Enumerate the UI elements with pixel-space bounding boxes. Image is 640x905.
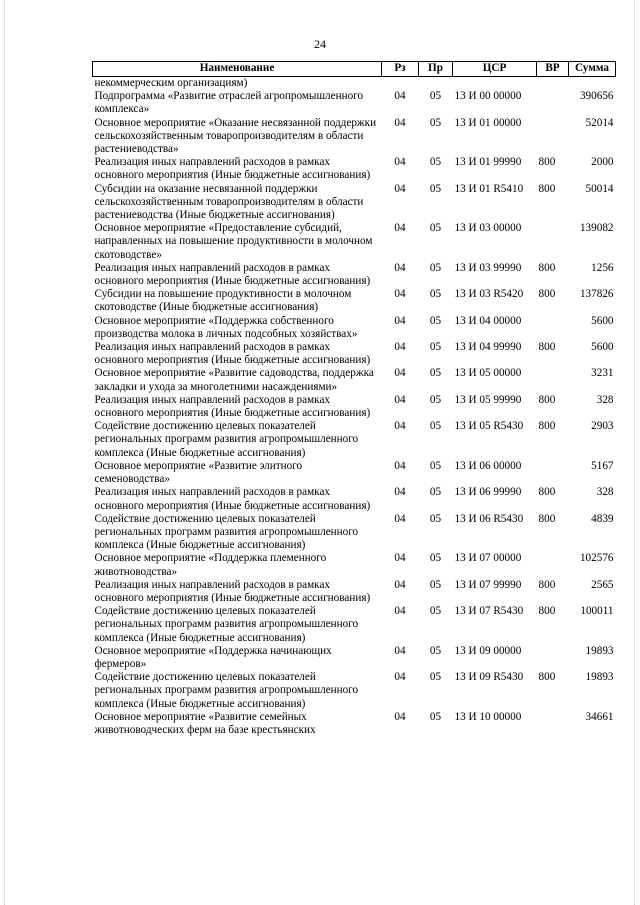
cell-sum: 19893 [585, 644, 614, 657]
cell-vr: 800 [538, 288, 556, 301]
table-row [93, 341, 616, 367]
cell-vr [537, 90, 569, 116]
cell-rz: 04 [394, 671, 406, 684]
cell-rz: 04 [394, 486, 406, 499]
cell-name: Субсидии на повышение продуктивности в молочном скотоводстве (Иные бюджетные ассигнования) [94, 288, 352, 314]
cell-name: Основное мероприятие «Поддержка начинающих фермеров» [94, 644, 332, 670]
cell-name: Основное мероприятие «Поддержка племенного животноводства» [94, 552, 327, 578]
cell-pr: 05 [429, 605, 442, 618]
cell-rz: 04 [394, 512, 406, 525]
budget-table [92, 61, 616, 737]
cell-pr: 05 [429, 459, 442, 472]
cell-pr: 05 [429, 341, 442, 354]
cell-sum: 34661 [585, 710, 614, 723]
cell-name: Основное мероприятие «Поддержка собственного производства молока в личных подсобных хозяйствах» [94, 314, 358, 340]
cell-csr: 13 И 00 00000 [454, 90, 522, 103]
cell-csr: 13 И 03 00000 [454, 222, 522, 235]
cell-sum: 19893 [585, 671, 614, 684]
cell-sum: 100011 [580, 605, 614, 618]
cell-rz: 04 [394, 156, 406, 169]
cell-name: Реализация иных направлений расходов в рамках основного мероприятия (Иные бюджетные ассигнования) [94, 578, 371, 604]
cell-vr [537, 645, 569, 671]
cell-pr: 05 [429, 90, 442, 103]
cell-pr: 05 [429, 512, 442, 525]
table-row [93, 394, 616, 420]
cell-name: Субсидии на оказание несвязанной поддержки сельскохозяйственным товаропроизводителям в области растениеводства (Иные бюджетные ассигнования) [94, 182, 364, 222]
cell-sum: 50014 [585, 182, 614, 195]
cell-pr [419, 77, 453, 91]
cell-rz [382, 77, 419, 91]
cell-name: Реализация иных направлений расходов в рамках основного мероприятия (Иные бюджетные ассигнования) [94, 393, 371, 420]
cell-sum [569, 77, 616, 91]
cell-vr [537, 315, 569, 341]
cell-sum: 2565 [591, 578, 614, 591]
cell-csr: 13 И 10 00000 [454, 710, 522, 723]
cell-rz: 04 [394, 367, 406, 380]
table-row [93, 552, 616, 578]
cell-csr: 13 И 03 99990 [454, 261, 522, 274]
cell-rz: 04 [394, 710, 406, 723]
cell-sum: 328 [596, 393, 614, 406]
cell-rz: 04 [394, 644, 406, 657]
cell-pr: 05 [429, 367, 442, 380]
cell-pr: 05 [429, 288, 442, 301]
cell-csr [453, 77, 537, 91]
cell-name: Содействие достижению целевых показателей региональных программ развития агропромышленного комплекса (Иные бюджетные ассигнования) [94, 420, 359, 459]
table-row [93, 288, 616, 314]
table-row [93, 117, 616, 157]
table-body [93, 77, 616, 738]
cell-rz: 04 [394, 578, 406, 591]
header-name: Наименование [93, 62, 382, 77]
cell-vr: 800 [538, 156, 556, 169]
table-row [93, 645, 616, 671]
cell-csr: 13 И 03 R5420 [454, 288, 524, 301]
cell-vr [537, 367, 569, 393]
cell-rz: 04 [394, 605, 406, 618]
cell-pr: 05 [429, 261, 442, 274]
cell-sum: 3231 [591, 367, 614, 380]
cell-name: Основное мероприятие «Предоставление субсидий, направленных на повышение продуктивности в молочном скотоводстве» [94, 222, 373, 261]
cell-name: Реализация иных направлений расходов в рамках основного мероприятия (Иные бюджетные ассигнования) [94, 261, 371, 288]
table-row [93, 513, 616, 553]
table-row [93, 579, 616, 605]
cell-name: Подпрограмма «Развитие отраслей агропромышленного комплекса» [94, 90, 364, 116]
header-pr: Пр [419, 62, 453, 77]
cell-name: Содействие достижению целевых показателей региональных программ развития агропромышленного комплекса (Иные бюджетные ассигнования) [94, 605, 359, 644]
table-row [93, 367, 616, 393]
scan-edge-right [634, 0, 635, 905]
cell-csr: 13 И 01 R5410 [454, 182, 524, 195]
cell-sum: 102576 [579, 552, 614, 565]
cell-rz: 04 [394, 314, 406, 327]
cell-pr: 05 [429, 116, 442, 129]
cell-pr: 05 [429, 710, 442, 723]
table-row [93, 222, 616, 262]
cell-pr: 05 [429, 644, 442, 657]
cell-pr: 05 [429, 393, 442, 406]
cell-vr [537, 460, 569, 486]
cell-pr: 05 [429, 314, 442, 327]
cell-vr [537, 222, 569, 262]
table-row [93, 420, 616, 460]
cell-vr: 800 [538, 605, 556, 618]
cell-name: Основное мероприятие «Развитие элитного семеноводства» [94, 459, 303, 486]
cell-csr: 13 И 06 99990 [454, 486, 522, 499]
cell-csr: 13 И 07 R5430 [454, 605, 524, 618]
cell-name: Основное мероприятие «Развитие семейных животноводческих ферм на базе крестьянских [94, 710, 316, 736]
table-row [93, 605, 616, 645]
cell-vr: 800 [538, 182, 556, 195]
cell-name: некоммерческим организациям) [94, 77, 248, 89]
table-row [93, 90, 616, 116]
cell-vr [537, 117, 569, 157]
cell-vr: 800 [538, 341, 556, 354]
page-number: 24 [314, 37, 326, 51]
cell-csr: 13 И 07 99990 [454, 578, 522, 591]
cell-csr: 13 И 05 99990 [454, 393, 522, 406]
cell-sum: 2903 [591, 420, 614, 433]
cell-csr: 13 И 07 00000 [454, 552, 522, 565]
cell-rz: 04 [394, 222, 406, 235]
cell-sum: 52014 [585, 116, 614, 129]
cell-name: Реализация иных направлений расходов в рамках основного мероприятия (Иные бюджетные ассигнования) [94, 486, 371, 512]
table-row [93, 315, 616, 341]
cell-pr: 05 [429, 552, 442, 565]
cell-pr: 05 [429, 222, 442, 235]
cell-rz: 04 [394, 261, 406, 274]
cell-sum: 4839 [591, 512, 614, 525]
cell-name: Реализация иных направлений расходов в рамках основного мероприятия (Иные бюджетные ассигнования) [94, 341, 371, 367]
cell-sum: 139082 [579, 222, 614, 235]
cell-csr: 13 И 06 R5430 [454, 512, 524, 525]
header-vr: ВР [537, 62, 569, 77]
table-row [93, 183, 616, 223]
cell-csr: 13 И 01 99990 [454, 156, 522, 169]
cell-sum: 5600 [591, 341, 614, 354]
cell-rz: 04 [394, 288, 406, 301]
cell-sum: 5167 [591, 459, 614, 472]
cell-sum: 1256 [591, 261, 614, 274]
cell-rz: 04 [394, 393, 406, 406]
cell-rz: 04 [394, 459, 406, 472]
table-row [93, 460, 616, 486]
cell-csr: 13 И 09 00000 [454, 644, 522, 657]
table-row [93, 77, 616, 91]
cell-csr: 13 И 04 00000 [454, 314, 522, 327]
cell-vr: 800 [538, 420, 556, 433]
cell-vr: 800 [538, 393, 556, 406]
cell-sum: 137826 [579, 288, 614, 301]
cell-rz: 04 [394, 182, 406, 195]
cell-rz: 04 [394, 116, 406, 129]
cell-pr: 05 [429, 156, 442, 169]
cell-name: Основное мероприятие «Оказание несвязанной поддержки сельскохозяйственным товаропроизводителям в области растениеводства» [94, 116, 377, 156]
cell-vr [537, 552, 569, 578]
cell-rz: 04 [394, 552, 406, 565]
scan-edge-left [4, 0, 5, 905]
cell-pr: 05 [429, 486, 442, 499]
cell-name: Содействие достижению целевых показателей региональных программ развития агропромышленного комплекса (Иные бюджетные ассигнования) [94, 512, 359, 552]
cell-vr: 800 [538, 671, 556, 684]
cell-name: Содействие достижению целевых показателей региональных программ развития агропромышленного комплекса (Иные бюджетные ассигнования) [94, 671, 359, 710]
header-rz: Рз [382, 62, 419, 77]
cell-sum: 390656 [579, 90, 614, 103]
cell-csr: 13 И 05 R5430 [454, 420, 524, 433]
cell-pr: 05 [429, 578, 442, 591]
cell-csr: 13 И 04 99990 [454, 341, 522, 354]
header-sum: Сумма [569, 62, 616, 77]
table-row [93, 671, 616, 711]
cell-sum: 328 [596, 486, 614, 499]
cell-vr: 800 [538, 512, 556, 525]
cell-vr: 800 [538, 486, 556, 499]
cell-rz: 04 [394, 420, 406, 433]
cell-pr: 05 [429, 671, 442, 684]
header-csr: ЦСР [453, 62, 537, 77]
cell-rz: 04 [394, 90, 406, 103]
cell-pr: 05 [429, 182, 442, 195]
cell-csr: 13 И 06 00000 [454, 459, 522, 472]
cell-vr [537, 711, 569, 737]
cell-csr: 13 И 01 00000 [454, 116, 522, 129]
cell-vr [537, 77, 569, 91]
cell-sum: 5600 [591, 314, 614, 327]
cell-vr: 800 [538, 578, 556, 591]
table-row [93, 486, 616, 512]
cell-name: Основное мероприятие «Развитие садоводства, поддержка закладки и ухода за многолетними насаждениями» [94, 367, 374, 393]
cell-csr: 13 И 05 00000 [454, 367, 522, 380]
cell-csr: 13 И 09 R5430 [454, 671, 524, 684]
table-header-row [93, 62, 616, 77]
table-row [93, 262, 616, 288]
cell-rz: 04 [394, 341, 406, 354]
cell-name: Реализация иных направлений расходов в рамках основного мероприятия (Иные бюджетные ассигнования) [94, 156, 371, 182]
table-row [93, 156, 616, 182]
cell-vr: 800 [538, 261, 556, 274]
cell-pr: 05 [429, 420, 442, 433]
table-row [93, 711, 616, 737]
cell-sum: 2000 [591, 156, 614, 169]
